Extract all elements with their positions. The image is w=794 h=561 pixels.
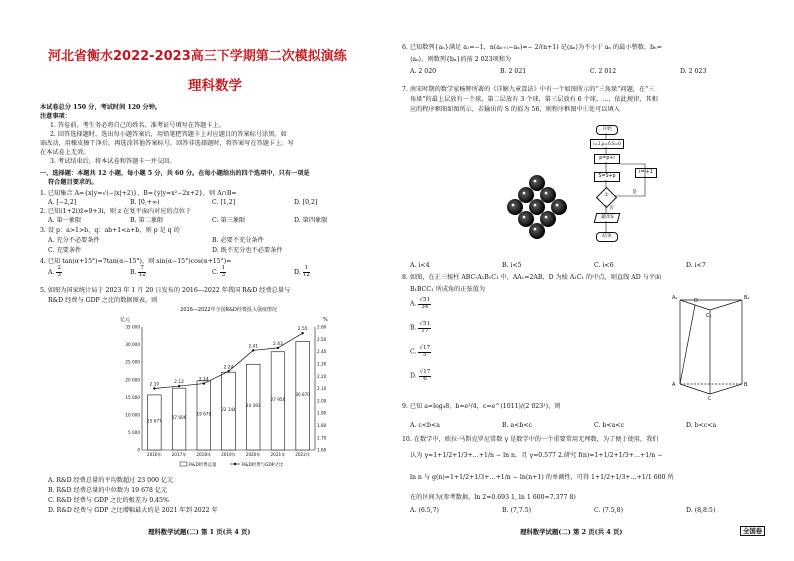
option: D. — [410, 372, 417, 380]
denominator: 12 — [138, 271, 146, 278]
flow-condition-label: ① — [604, 193, 609, 198]
option: A. R&D 经费总量的平均数超过 23 000 亿元 — [48, 477, 174, 484]
option: C. i<6 — [594, 262, 614, 269]
option: C. R&D 经费与 GDP 之比的极差为 0.45% — [48, 497, 169, 504]
option: C. — [410, 348, 417, 356]
ratio-point — [203, 382, 205, 384]
option: C. 充要条件 — [48, 247, 82, 254]
option: B. — [130, 268, 137, 276]
flow-start: 开始 — [596, 125, 618, 135]
question-1: 1. 已知集合 A={x|y=√(−|x|+2)}，B={y|y=x²−2x+2}，则 A∩B= — [40, 190, 237, 197]
y-tick-label: 10 000 — [125, 412, 140, 418]
page-footer: 理科数学试题(二) 第 2 页(共 4 页) — [520, 528, 623, 536]
option: D. R&D 经费与 GDP 之比增幅最大的是 2021 年到 2022 年 — [48, 507, 218, 514]
flow-i-step: i=i+1 — [635, 168, 657, 178]
option: A. (6.5,7) — [410, 507, 439, 514]
option: C. (7.5,8) — [594, 507, 624, 514]
right-page — [402, 0, 787, 561]
legend-line-marker — [234, 463, 236, 465]
option: C. 2 012 — [590, 68, 617, 75]
option: B. [0,+∞) — [130, 199, 160, 206]
options-q2 — [48, 217, 327, 225]
option: A. — [410, 300, 417, 308]
y-tick-label: 35 000 — [125, 324, 140, 330]
prism-figure — [672, 292, 752, 400]
y2-tick-label: 1.60 — [317, 447, 327, 453]
option: A. 第一象限 — [48, 217, 82, 224]
denominator: 6 — [423, 375, 427, 382]
numerator: 1 — [221, 265, 226, 271]
numerator: √17 — [419, 345, 431, 351]
option: B. a<b<c — [502, 422, 532, 429]
option: D. b<c<a — [686, 422, 717, 429]
option: B. — [410, 324, 417, 332]
option: A. 2 020 — [410, 68, 437, 75]
question-10-cont: 在的区间为(参考数据，ln 2≈0.693 1, ln 1 600≈7.377 8) — [410, 494, 576, 501]
option: A. i<4 — [410, 262, 430, 269]
flow-output: 输出S — [594, 213, 621, 223]
y2-tick-label: 1.90 — [317, 410, 327, 416]
bar-value-label: 22 144 — [221, 407, 236, 413]
instruction-item: 2. 回答选择题时，选出每小题答案后，用铅笔把答题卡上对应题目的答案标号涂黑。如 — [50, 131, 287, 138]
section-heading: 符合题目要求的。 — [48, 179, 98, 186]
ratio-point — [277, 347, 279, 349]
bar-value-label: 19 678 — [196, 411, 212, 417]
y-tick-label: 20 000 — [125, 377, 140, 383]
y2-tick-label: 1.80 — [317, 423, 327, 428]
question-8: 8. 如图，在正三棱柱 ABC-A₁B₁C₁ 中，AA₁=2AB，D 为棱 A₁C₁ 的中点，则直线 AD 与平面 — [402, 274, 662, 281]
option: B. R&D 经费总量的中位数为 19 678 亿元 — [48, 487, 168, 494]
option: A. [−2,2] — [48, 199, 77, 206]
denominator: 34 — [421, 303, 429, 310]
label: C₁ — [706, 313, 712, 319]
question-4: 4. 已知 tan(α+15°)=7tan(α−15°)，则 sin(α−15°)cos(α+15°)= — [40, 258, 232, 265]
y2-tick-label: 2.30 — [317, 361, 327, 367]
question-7: 7. 南宋时期的数学家杨辉所著的《详解九章算法》中有一个如图所示的“三角垛”问题，在“三 — [402, 86, 655, 93]
y2-tick-label: 2.50 — [317, 336, 327, 342]
question-6-cont: ⟨aₙ⟩，则数列{bₙ}的前 2 023项和为 — [410, 56, 512, 63]
flow-s-step: S=S+p — [594, 172, 620, 182]
question-9: 9. 已知 a=log₈8，b=e²/4，c=e^(1011)/(2 023¹)，则 — [402, 403, 561, 410]
ratio-point — [252, 349, 254, 351]
option: C. [1,2] — [212, 199, 236, 206]
ratio-value-label: 2.41 — [248, 344, 259, 350]
x-tick-label: 2021年 — [270, 452, 286, 457]
options-q10 — [410, 507, 715, 515]
option: D. 2 023 — [680, 68, 707, 75]
chart-title: 2016—2022年全国R&D经费投入强度情况 — [180, 307, 277, 313]
flow-no: 否 — [609, 206, 614, 211]
y2-tick-label: 1.70 — [317, 435, 327, 441]
options-q9 — [410, 422, 716, 430]
y2-tick-label: 2.60 — [317, 324, 327, 330]
ratio-point — [227, 370, 229, 372]
question-10-cont: ln n 与 g(n)=1+1/2+1/3+…+1/n − ln(n+1) 的单调性，可得 1+1/2+1/3+…+1/1 600 所 — [410, 474, 674, 481]
option: C. — [212, 268, 219, 276]
option: D. i<7 — [686, 262, 706, 269]
numerator: 1 — [304, 265, 309, 271]
y-tick-label: 15 000 — [125, 394, 140, 400]
label: B₁ — [744, 295, 750, 301]
option: A. c<b<a — [410, 422, 440, 429]
question-7-cont: 应的程序框图如图所示，若输出的 S 的值为 56，则程序框图中①处可以填入 — [410, 106, 620, 113]
ratio-point — [153, 387, 155, 389]
denominator: 17 — [421, 327, 429, 334]
bar-value-label: 30 870 — [295, 391, 310, 397]
numerator: √51 — [419, 321, 431, 327]
option: C. 第三象限 — [212, 217, 246, 224]
flow-end: 结束 — [596, 232, 618, 242]
label: A₁ — [672, 295, 678, 301]
x-tick-label: 2016年 — [146, 452, 162, 457]
bar-value-label: 15 677 — [147, 418, 162, 424]
option: A. — [48, 268, 55, 276]
x-tick-label: 2017年 — [171, 452, 187, 457]
y2-tick-label: 2.00 — [317, 398, 327, 404]
option: D. 既不充分也不必要条件 — [212, 247, 283, 254]
ratio-value-label: 2.24 — [223, 365, 234, 371]
x-tick-label: 2020年 — [245, 452, 261, 457]
flow-p-step: p=p+i — [594, 154, 620, 164]
option: B. 2 021 — [500, 68, 527, 75]
instructions-heading: 注意事项： — [40, 113, 71, 120]
ratio-value-label: 2.10 — [149, 382, 160, 388]
denominator: 5 — [423, 351, 427, 358]
legend-bar-label: R&D经费总量 — [189, 463, 217, 468]
instruction-item: 3. 考试结束后，将本试卷和答题卡一并交回。 — [50, 158, 176, 165]
question-5: 5. 如图为国家统计局于 2023 年 1 月 20 日发布的 2016—2022 年我国 R&D 经费总量与 — [40, 287, 291, 294]
options-q3 — [48, 237, 264, 245]
ratio-point — [178, 385, 180, 387]
section-heading: 一、选择题：本题共 12 小题，每小题 5 分，共 60 分。在每小题给出的四个选项中，只有一项是 — [40, 170, 310, 177]
options-q3b — [48, 247, 283, 255]
label: D — [694, 298, 698, 304]
bar-value-label: 24 393 — [245, 403, 261, 409]
legend-bar-swatch — [180, 462, 187, 466]
option: D. (8,8.5) — [686, 507, 716, 514]
rd-chart — [110, 305, 345, 473]
option: C. b<a<c — [594, 422, 624, 429]
option: B. (7,7.5) — [502, 507, 532, 514]
instruction-item: 1. 答卷前，考生务必将自己的姓名、准考证号填写在答题卡上。 — [50, 122, 225, 129]
option: D. [0,2] — [294, 199, 318, 206]
option: D. 第四象限 — [294, 217, 328, 224]
denominator: 3 — [57, 271, 61, 278]
y2-axis-label: % — [323, 317, 328, 323]
label: A — [672, 382, 676, 388]
y-tick-label: 0 — [137, 447, 140, 453]
flowchart — [590, 124, 700, 258]
options-q1 — [48, 199, 317, 207]
denominator: 12 — [302, 271, 310, 278]
question-10-cont: 认为 γ≈1+1/2+1/3+…+1/n − ln n，且 γ≈0.577 2.研究 f(n)=1+1/2+1/3+…+1/n − — [410, 452, 663, 459]
flow-init: i=1,p=0,S=0 — [590, 139, 624, 149]
y-tick-label: 5 000 — [128, 430, 140, 436]
option: B. 第二象限 — [130, 217, 164, 224]
options-q7 — [410, 262, 706, 270]
ratio-value-label: 2.43 — [273, 341, 283, 347]
label: C — [708, 396, 712, 400]
x-tick-label: 2022年 — [295, 452, 311, 457]
instruction-item: 需改动，用橡皮擦干净后，再选涂其他答案标号。回答非选择题时，将答案写在答题卡上。写 — [40, 140, 294, 147]
denominator: 3 — [221, 271, 226, 278]
y2-tick-label: 2.10 — [317, 386, 327, 392]
options-q6 — [410, 68, 706, 76]
options-q4 — [48, 266, 310, 278]
numerator: 7 — [140, 265, 144, 271]
flow-yes: 是 — [632, 190, 637, 195]
label: B — [744, 382, 748, 388]
y-axis-label: 亿元 — [120, 317, 131, 323]
question-2: 2. 已知(1+2i)z̄=9+3i，则 z 在复平面内对应的点位于 — [40, 208, 192, 215]
y2-tick-label: 2.20 — [317, 373, 327, 379]
legend-line-label: R&D经费与GDP之比 — [242, 463, 284, 468]
option: B. 必要不充分条件 — [212, 237, 264, 244]
instructions-line: 本试卷总分 150 分，考试时间 120 分钟。 — [40, 104, 162, 111]
option: A. 充分不必要条件 — [48, 237, 100, 244]
option: D. — [294, 268, 301, 276]
bar-value-label: 27 956 — [270, 396, 286, 402]
instruction-item: 在本试卷上无效。 — [40, 149, 90, 156]
page-footer: 理科数学试题(二) 第 1 页(共 4 页) — [148, 528, 251, 536]
bar-value-label: 17 606 — [171, 415, 187, 421]
question-8-cont: B₁BCC₁ 所成角的正弦值为 — [410, 286, 486, 293]
option: B. i<5 — [502, 262, 522, 269]
left-page — [40, 0, 392, 561]
ratio-point — [301, 332, 303, 334]
subject-title: 理科数学 — [188, 78, 242, 94]
ball-pyramid-figure — [502, 174, 572, 244]
x-tick-label: 2018年 — [196, 452, 212, 457]
question-3: 3. 设 p：a>1>b，q：ab+1<a+b，则 p 是 q 的 — [40, 227, 180, 234]
question-7-cont: 角垛”的最上层放有一个球，第二层放有 3 个球，第三层放有 6 个球，…，依此规律，其相 — [410, 96, 658, 103]
numerator: √17 — [419, 369, 431, 375]
numerator: 2 — [57, 265, 61, 271]
x-tick-label: 2019年 — [221, 452, 236, 457]
question-5-cont: R&D 经费与 GDP 之比的数据图表，则 — [48, 297, 158, 304]
national-paper-badge: 全国卷 — [740, 526, 765, 536]
y2-tick-label: 2.40 — [317, 349, 327, 355]
y-tick-label: 25 000 — [125, 359, 140, 365]
question-10: 10. 在数学中，欧拉·马斯克罗尼常数 γ 是数学中的一个重要常用无理数，为了便于使用，我们 — [402, 436, 659, 443]
ratio-value-label: 2.55 — [297, 327, 308, 333]
numerator: √51 — [419, 297, 431, 303]
question-6: 6. 已知数列{aₙ}满足 a₁=−1，n(aₙ₊₁−aₙ)=− 2/(n+1) 记⟨aₙ⟩为不小于 aₙ 的最小整数，bₙ= — [402, 44, 662, 51]
ratio-value-label: 2.12 — [174, 380, 184, 386]
exam-title: 河北省衡水2022-2023高三下学期第二次模拟演练 — [48, 49, 347, 64]
y-tick-label: 30 000 — [125, 342, 140, 348]
ratio-value-label: 2.14 — [198, 377, 209, 383]
